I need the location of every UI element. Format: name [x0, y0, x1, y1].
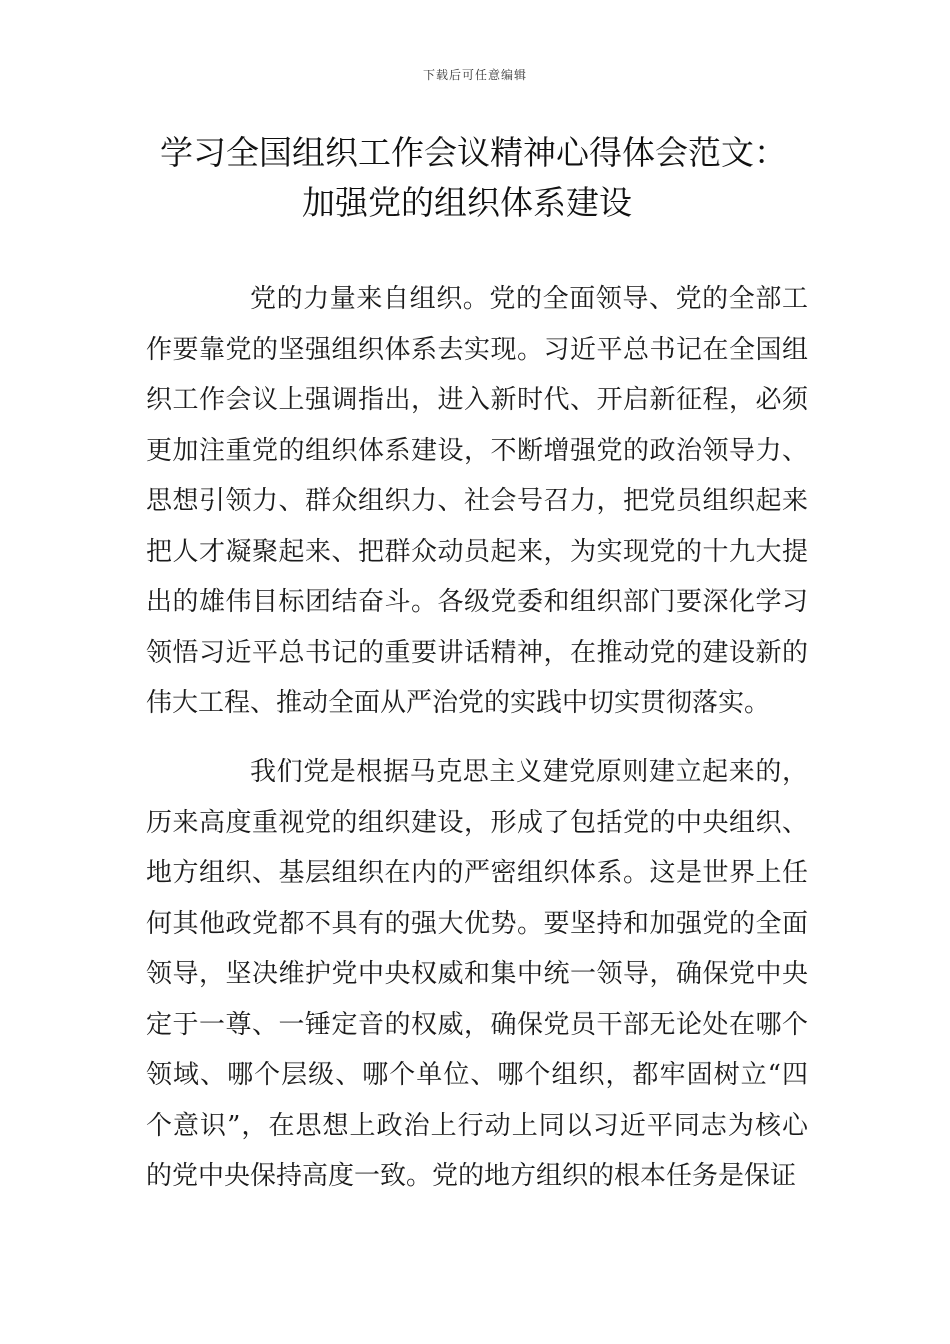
title-line-1: 学习全国组织工作会议精神心得体会范文：: [160, 133, 787, 172]
header-note: 下载后可任意编辑: [422, 68, 527, 82]
body-paragraph-2: 我们党是根据马克思主义建党原则建立起来的，历来高度重视党的组织建设，形成了包括党的中央组织、地方组织、基层组织在内的严密组织体系。这是世界上任何其他政党都不具有的强大优势。要坚持和加强党的全面领导，坚决维护党中央权威和集中统一领导，确保党中央定于一尊、一锤定音的权威，确保党员干部无论处在哪个领域、哪个层级、哪个单位、哪个组织，都牢固树立“四个意识”，在思想上政治上行动上同以习近平同志为核心的党中央保持高度一致。党的地方组织的根本任务是保证: [146, 757, 808, 1191]
title-line-2: 加强党的组织体系建设: [302, 183, 632, 222]
document-title: [160, 128, 840, 228]
body-paragraph-1: 党的力量来自组织。党的全面领导、党的全部工作要靠党的坚强组织体系去实现。习近平总书记在全国组织工作会议上强调指出，进入新时代、开启新征程，必须更加注重党的组织体系建设，不断增强党的政治领导力、思想引领力、群众组织力、社会号召力，把党员组织起来把人才凝聚起来、把群众动员起来，为实现党的十九大提出的雄伟目标团结奋斗。各级党委和组织部门要深化学习领悟习近平总书记的重要讲话精神，在推动党的建设新的伟大工程、推动全面从严治党的实践中切实贯彻落实。: [146, 284, 808, 718]
